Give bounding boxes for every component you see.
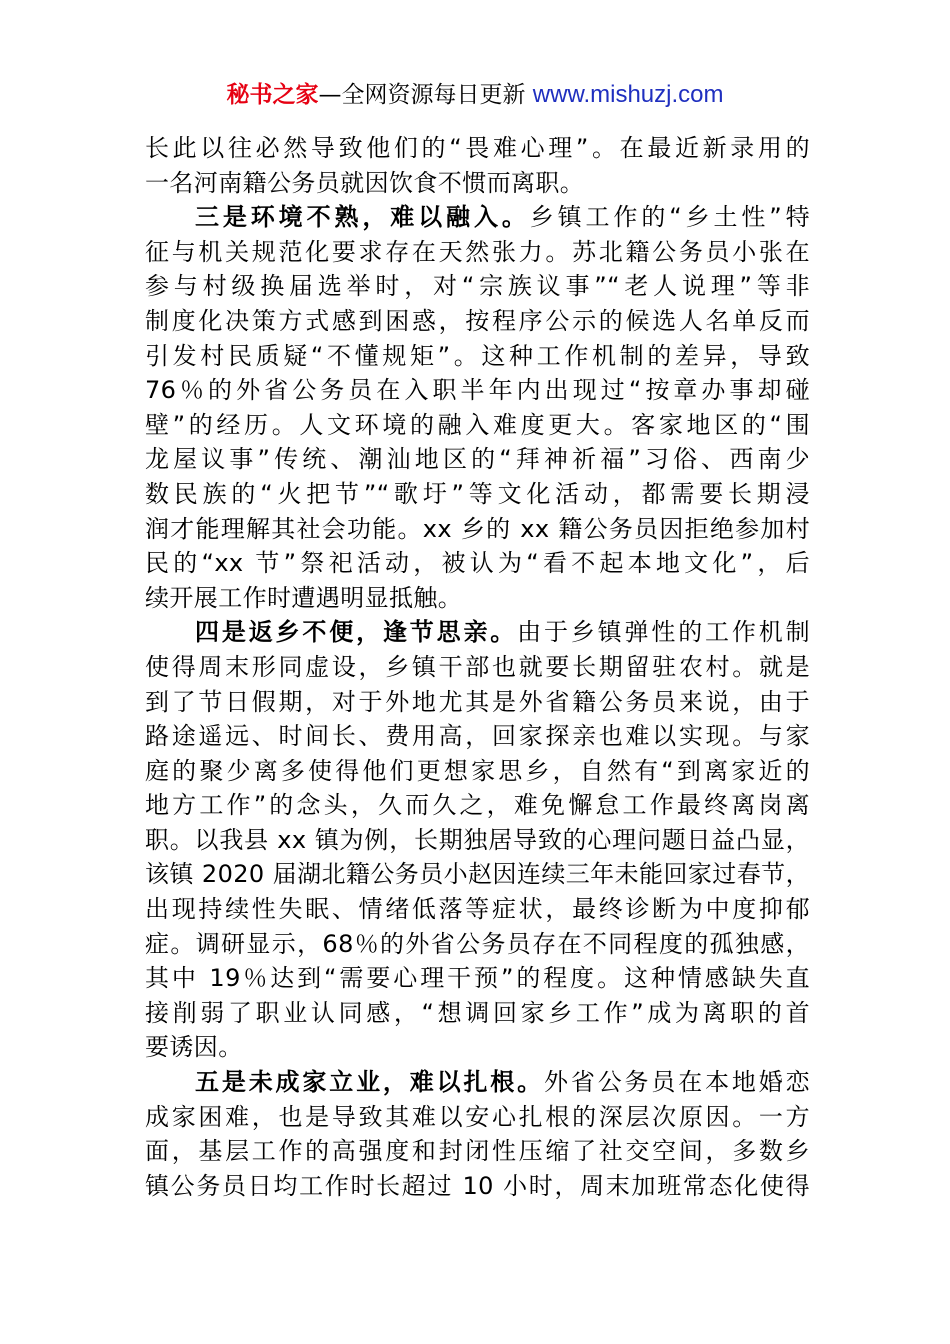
text-line: 民的“xx 节”祭祀活动，被认为“看不起本地文化”，后 [145,549,810,578]
text-line: 镇公务员日均工作时长超过 10 小时，周末加班常态化使得 [145,1171,810,1200]
text-line: 参与村级换届选举时，对“宗族议事”“老人说理”等非 [145,272,810,301]
text-line: 引发村民质疑“不懂规矩”。这种工作机制的差异，导致 [145,341,810,370]
text-line: 龙屋议事”传统、潮汕地区的“拜神祈福”习俗、西南少 [145,445,810,474]
paragraph-lead-heading: 三是环境不熟，难以融入。 [195,203,530,232]
text-line: 长此以往必然导致他们的“畏难心理”。在最近新录用的 [145,134,810,162]
paragraph-first-line [145,200,810,235]
text-line: 职。以我县 xx 镇为例，长期独居导致的心理问题日益凸显， [145,825,810,854]
site-header [0,78,950,112]
paragraph-first-line [145,615,810,650]
text-line: 壁”的经历。人文环境的融入难度更大。客家地区的“围 [145,410,810,439]
text-line: 数民族的“火把节”“歌圩”等文化活动，都需要长期浸 [145,479,810,508]
text-line: 成家困难，也是导致其难以安心扎根的深层次原因。一方 [145,1102,810,1131]
text-line: 面，基层工作的高强度和封闭性压缩了社交空间，多数乡 [145,1137,810,1166]
text-line: 征与机关规范化要求存在天然张力。苏北籍公务员小张在 [145,237,810,266]
text-line: 症。调研显示，68％的外省公务员存在不同程度的孤独感， [145,929,810,958]
text-line: 润才能理解其社会功能。xx 乡的 xx 籍公务员因拒绝参加村 [145,514,810,543]
text-line: 一名河南籍公务员就因饮食不惯而离职。 [145,168,585,197]
site-tagline: —全网资源每日更新 [318,82,533,108]
text-line: 该镇 2020 届湖北籍公务员小赵因连续三年未能回家过春节， [145,860,810,889]
paragraph-text: 外省公务员在本地婚恋 [544,1068,811,1097]
paragraph-lead-heading: 四是返乡不便，逢节思亲。 [195,618,518,647]
text-line: 其中 19％达到“需要心理干预”的程度。这种情感缺失直 [145,964,810,993]
text-line: 制度化决策方式感到困惑，按程序公示的候选人名单反而 [145,306,810,335]
text-line: 续开展工作时遭遇明显抵触。 [145,583,463,612]
site-brand: 秘书之家 [226,82,319,108]
paragraph-text: 由于乡镇弹性的工作机制 [517,618,810,647]
text-line: 路途遥远、时间长、费用高，回家探亲也难以实现。与家 [145,722,810,751]
text-line: 庭的聚少离多使得他们更想家思乡，自然有“到离家近的 [145,756,810,785]
paragraph-text: 乡镇工作的“乡土性”特 [529,203,810,232]
paragraph-lead-heading: 五是未成家立业，难以扎根。 [195,1068,544,1097]
document-body [145,131,810,1203]
text-line: 到了节日假期，对于外地尤其是外省籍公务员来说，由于 [145,687,810,716]
text-line: 76％的外省公务员在入职半年内出现过“按章办事却碰 [145,376,810,405]
paragraph-first-line [145,1065,810,1100]
text-line: 要诱因。 [145,1033,243,1062]
site-url-link[interactable]: www.mishuzj.com [532,81,724,108]
text-line: 使得周末形同虚设，乡镇干部也就要长期留驻农村。就是 [145,652,810,681]
text-line: 接削弱了职业认同感，“想调回家乡工作”成为离职的首 [145,998,810,1027]
text-line: 地方工作”的念头，久而久之，难免懈怠工作最终离岗离 [145,791,810,820]
text-line: 出现持续性失眠、情绪低落等症状，最终诊断为中度抑郁 [145,895,810,924]
